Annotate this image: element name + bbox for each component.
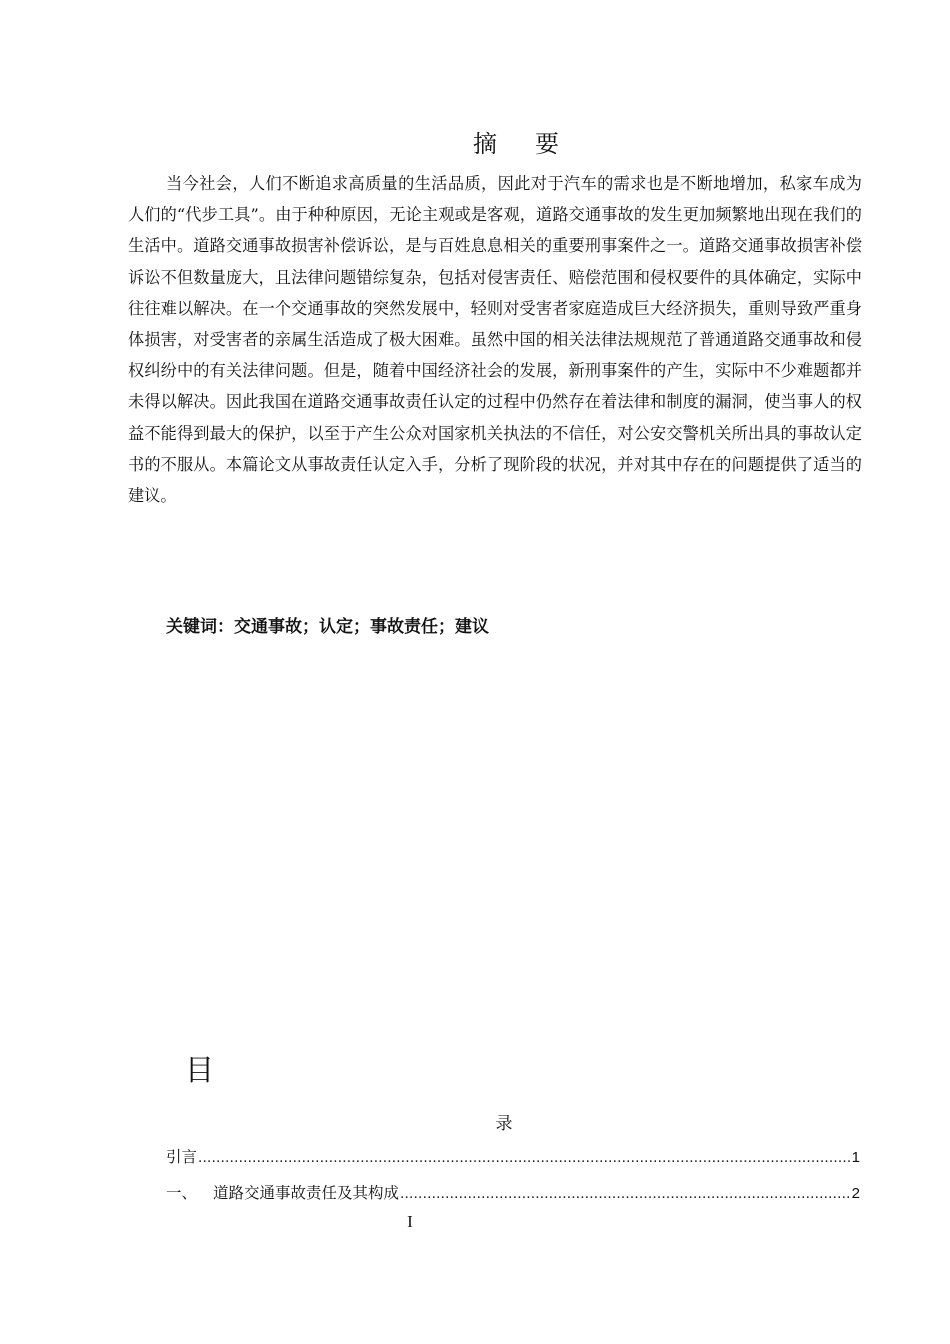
keywords-values: 交通事故；认定；事故责任；建议	[234, 617, 489, 637]
toc-entry-number: 一、	[166, 1184, 198, 1202]
abstract-title-part1: 摘	[473, 130, 497, 158]
toc-dot-leader	[400, 1185, 851, 1203]
toc-entry-introduction[interactable]	[166, 1145, 860, 1167]
toc-entry-chapter-1[interactable]	[166, 1181, 860, 1203]
abstract-body: 当今社会，人们不断追求高质量的生活品质，因此对于汽车的需求也是不断地增加，私家车成为人们的“代步工具”。由于种种原因，无论主观或是客观，道路交通事故的发生更加频繁地出现在我们的生活中。道路交通事故损害补偿诉讼，是与百姓息息相关的重要刑事案件之一。道路交通事故损害补偿诉讼不但数量庞大，且法律问题错综复杂，包括对侵害责任、赔偿范围和侵权要件的具体确定，实际中往往难以解决。在一个交通事故的突然发展中，轻则对受害者家庭造成巨大经济损失，重则导致严重身体损害，对受害者的亲属生活造成了极大困难。虽然中国的相关法律法规规范了普通道路交通事故和侵权纠纷中的有关法律问题。但是，随着中国经济社会的发展，新刑事案件的产生，实际中不少难题都并未得以解决。因此我国在道路交通事故责任认定的过程中仍然存在着法律和制度的漏洞，使当事人的权益不能得到最大的保护，以至于产生公众对国家机关执法的不信任，对公安交警机关所出具的事故认定书的不服从。本篇论文从事故责任认定入手，分析了现阶段的状况，并对其中存在的问题提供了适当的建议。	[128, 174, 862, 506]
toc-entry-page: 2	[851, 1185, 860, 1202]
toc-dot-leader	[198, 1149, 851, 1167]
toc-entry-title: 道路交通事故责任及其构成	[213, 1184, 400, 1202]
keywords-label: 关键词：	[166, 617, 234, 637]
toc-entry-title: 引言	[166, 1148, 198, 1166]
keywords-line	[166, 612, 489, 637]
toc-entry-page: 1	[851, 1149, 860, 1166]
abstract-title-part2: 要	[535, 130, 559, 158]
abstract-title	[0, 124, 950, 159]
toc-heading-part2: 录	[495, 1114, 513, 1134]
toc-heading-part1: 目	[185, 1053, 215, 1087]
page-number: I	[407, 1212, 413, 1231]
